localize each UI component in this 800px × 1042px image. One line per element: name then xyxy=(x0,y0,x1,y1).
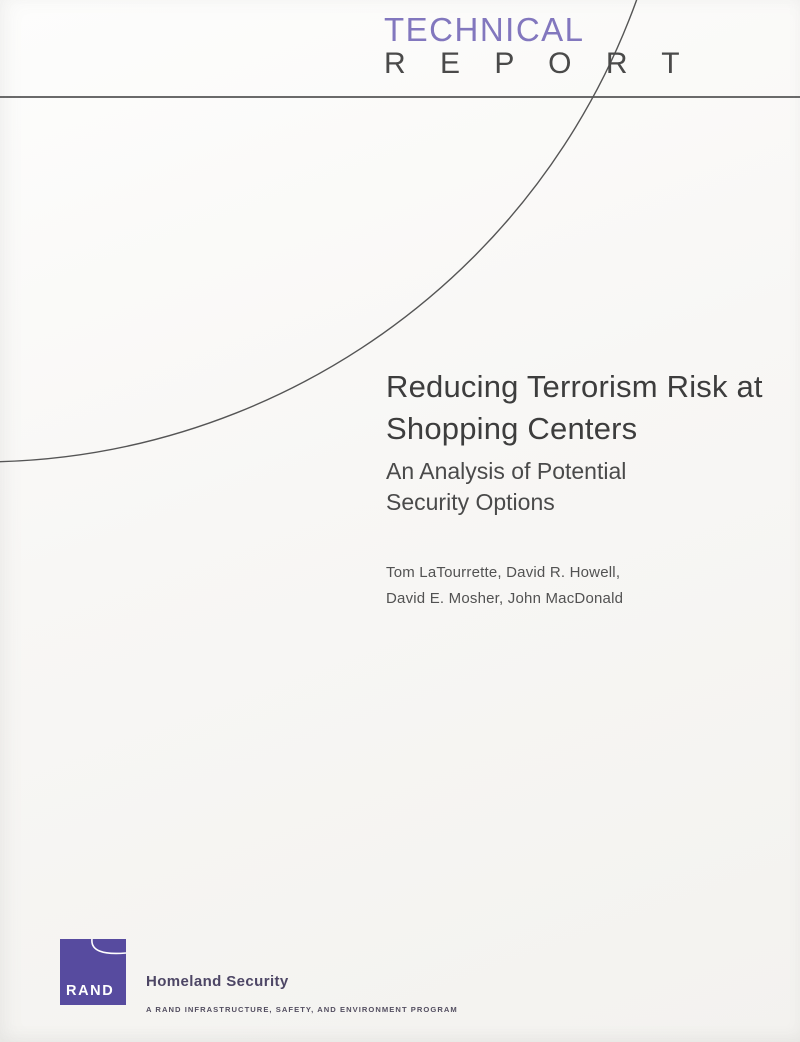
authors-line2: David E. Mosher, John MacDonald xyxy=(386,590,624,607)
rand-logo-wordmark: RAND xyxy=(66,983,115,999)
report-authors xyxy=(386,560,623,612)
report-type-line2: R E P O R T xyxy=(384,47,693,80)
header-rule xyxy=(0,96,800,98)
report-type-masthead xyxy=(384,13,693,79)
report-title-line1: Reducing Terrorism Risk at xyxy=(386,369,763,404)
report-subtitle-line2: Security Options xyxy=(386,489,555,515)
report-title xyxy=(386,366,763,450)
report-title-line2: Shopping Centers xyxy=(386,411,638,446)
report-subtitle xyxy=(386,456,626,518)
program-label: A RAND INFRASTRUCTURE, SAFETY, AND ENVIRONMENT PROGRAM xyxy=(146,1005,458,1014)
authors-line1: Tom LaTourrette, David R. Howell, xyxy=(386,564,621,581)
report-subtitle-line1: An Analysis of Potential xyxy=(386,458,627,484)
report-type-line1: TECHNICAL xyxy=(384,11,585,48)
rand-logo xyxy=(60,939,126,1005)
division-label: Homeland Security xyxy=(146,973,289,990)
